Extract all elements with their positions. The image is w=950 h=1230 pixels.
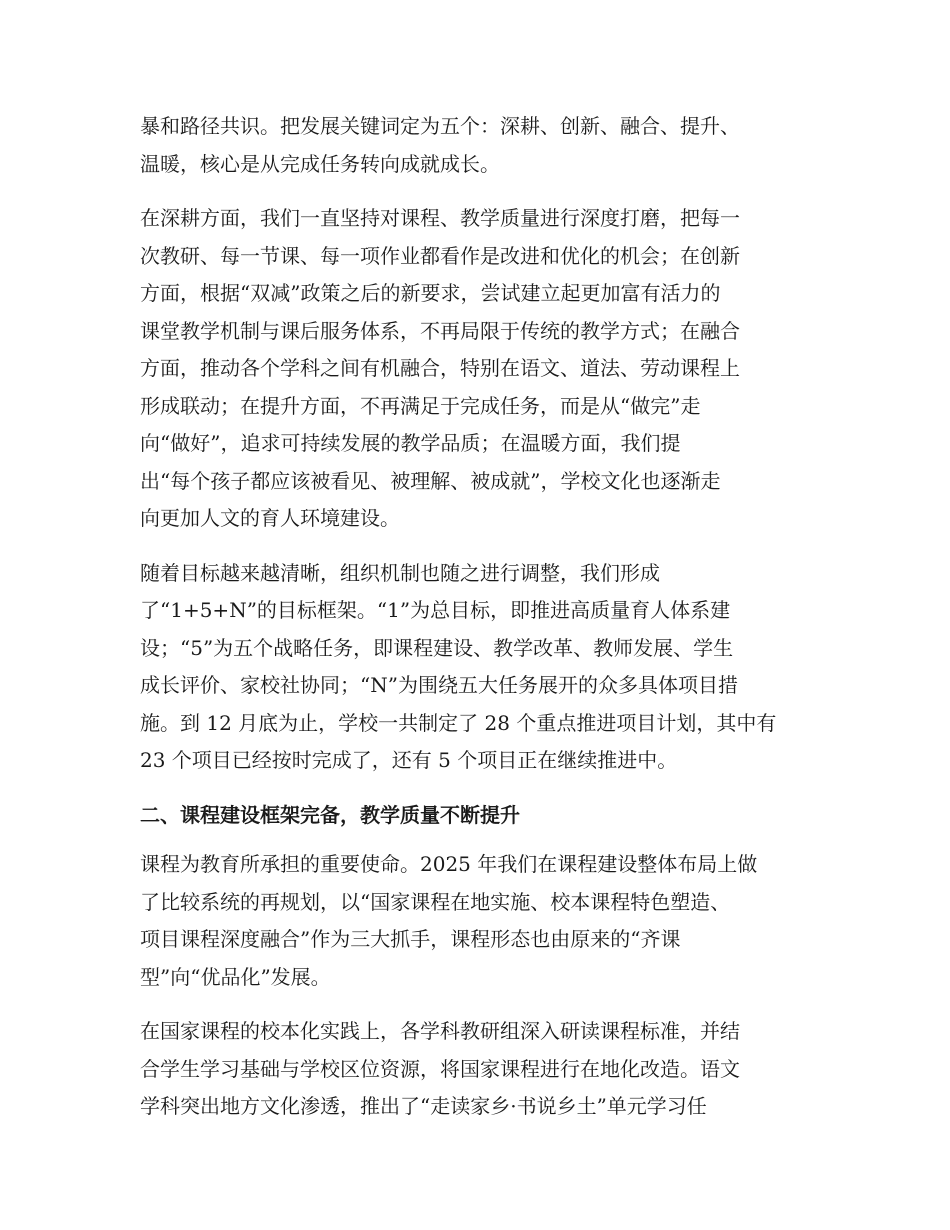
- text-line: 方面，推动各个学科之间有机融合，特别在语文、道法、劳动课程上: [140, 356, 740, 380]
- text-line: 学科突出地方文化渗透，推出了“走读家乡·书说乡土”单元学习任: [140, 1094, 707, 1118]
- text-line: 了“1+5+N”的目标框架。“1”为总目标，即推进高质量育人体系建: [140, 598, 731, 622]
- text-line: 出“每个孩子都应该被看见、被理解、被成就”，学校文化也逐渐走: [140, 468, 721, 493]
- text-line: 温暖，核心是从完成任务转向成就成长。: [140, 151, 500, 176]
- text-line: 随着目标越来越清晰，组织机制也随之进行调整，我们形成: [140, 560, 660, 585]
- text-line: 设；“5”为五个战略任务，即课程建设、教学改革、教师发展、学生: [140, 635, 734, 660]
- paragraph-3: [140, 555, 818, 780]
- paragraph-4: [140, 846, 818, 996]
- text-line: 暴和路径共识。把发展关键词定为五个：深耕、创新、融合、提升、: [140, 114, 740, 138]
- text-line: 成长评价、家校社协同；“N”为围绕五大任务展开的众多具体项目措: [140, 673, 738, 697]
- text-line: 施。到 12 月底为止，学校一共制定了 28 个重点推进项目计划，其中有: [140, 710, 777, 735]
- text-line: 课程为教育所承担的重要使命。2025 年我们在课程建设整体布局上做: [140, 852, 758, 876]
- text-line: 次教研、每一节课、每一项作业都看作是改进和优化的机会；在创新: [140, 243, 740, 268]
- paragraph-2: [140, 200, 818, 538]
- text-line: 合学生学习基础与学校区位资源，将国家课程进行在地化改造。语文: [140, 1056, 740, 1081]
- text-line: 在国家课程的校本化实践上，各学科教研组深入研读课程标准，并结: [140, 1019, 740, 1043]
- text-line: 方面，根据“双减”政策之后的新要求，尝试建立起更加富有活力的: [140, 281, 721, 305]
- text-line: 向更加人文的育人环境建设。: [140, 506, 400, 530]
- text-line: 项目课程深度融合”作为三大抓手，课程形态也由原来的“齐课: [140, 927, 681, 951]
- paragraph-1: [140, 108, 818, 183]
- text-line: 型”向“优品化”发展。: [140, 964, 331, 989]
- text-line: 在深耕方面，我们一直坚持对课程、教学质量进行深度打磨，把每一: [140, 206, 740, 230]
- text-line: 了比较系统的再规划，以“国家课程在地实施、校本课程特色塑造、: [140, 889, 731, 914]
- text-line: 课堂教学机制与课后服务体系，不再局限于传统的教学方式；在融合: [140, 318, 740, 343]
- paragraph-5: [140, 1013, 818, 1126]
- text-line: 向“做好”，追求可持续发展的教学品质；在温暖方面，我们提: [140, 431, 681, 455]
- text-line: 23 个项目已经按时完成了，还有 5 个项目正在继续推进中。: [140, 748, 678, 772]
- section-heading: 二、课程建设框架完备，教学质量不断提升: [140, 802, 520, 827]
- text-line: 形成联动；在提升方面，不再满足于完成任务，而是从“做完”走: [140, 393, 701, 418]
